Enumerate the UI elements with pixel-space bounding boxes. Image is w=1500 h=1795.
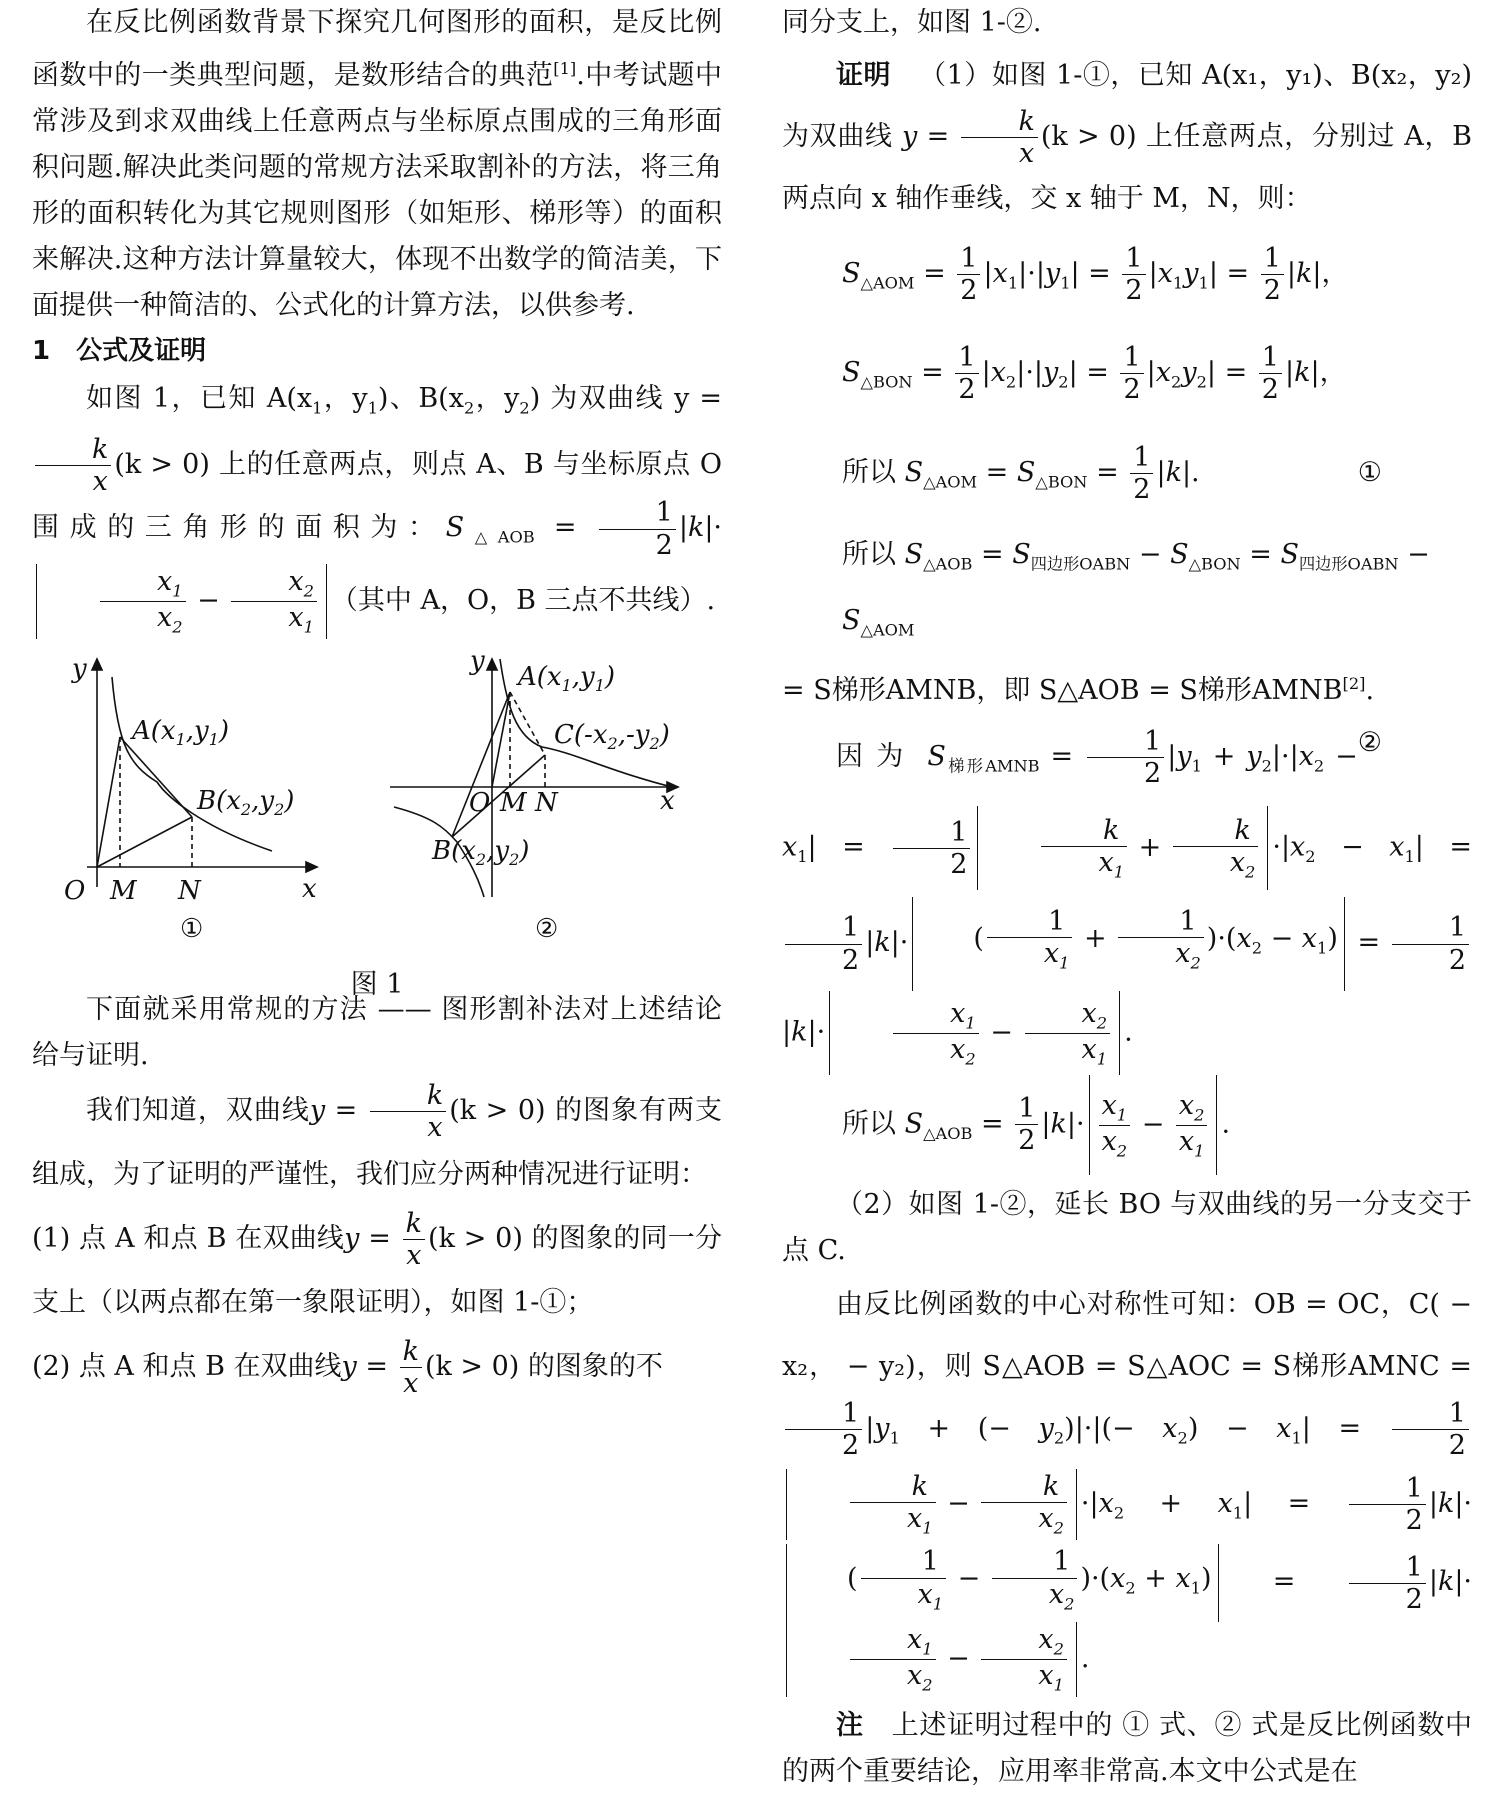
label-B: $B(x_2,y_2)$	[197, 785, 295, 819]
right-column	[782, 0, 1472, 1795]
label-B-2: $B(x_2,y_2)$	[432, 835, 530, 869]
segment-OA-2	[492, 692, 510, 787]
label-M-2: M	[500, 787, 527, 818]
two-branches-text: 我们知道，双曲线	[86, 1094, 310, 1126]
figure-1-svg	[32, 647, 722, 947]
proof-text-2: (k > 0) 上任意两点，分别过 A，B 两点向 x 轴作垂线，交 x 轴于 M，N，则：	[782, 121, 1473, 215]
figure-1-left-labels	[64, 654, 317, 944]
theorem-text: 如图 1，已知 A(x	[86, 383, 313, 414]
fraction-k-over-x: $\frac{k}{x}$	[35, 434, 111, 497]
segment-BC	[452, 755, 545, 837]
so-word-3: 所以	[842, 1108, 896, 1140]
y-arrow-2	[487, 659, 497, 670]
x-arrow	[306, 862, 317, 872]
case-1-text-2: (k > 0) 的图象的同一分支上（以两点都在第一象限证明），如图 1-①；	[32, 1223, 722, 1319]
conclusion-case-1: 所以 $S_{\triangle AOB}$ = $\frac{1}{2}$ |k|· $\frac{x_1}{x_2}$ − $\frac{x_2}{x_1}$ .	[782, 1075, 1472, 1182]
label-M: M	[110, 875, 137, 906]
fraction-half: $\frac{1}{2}$	[599, 497, 676, 560]
label-O: O	[64, 875, 86, 906]
subfigure-caption-2: ②	[535, 913, 559, 944]
case-2-text-2: (k > 0) 的图象的不	[424, 1351, 663, 1383]
equation-AOM: $S_{\triangle AOM}$ = $\frac{1}{2}$ $|x_1|\cdot|y_1|$ = $\frac{1}{2}$ $|x_1y_1|$ = $\frac{1}{2}$ |k|，	[842, 243, 1349, 307]
theorem-text-2: ) 为双曲线 y =	[529, 383, 722, 414]
segment-OB	[97, 817, 192, 867]
symmetry-paragraph: 由反比例函数的中心对称性可知：OB = OC，C( − x₂， − y₂)，则 S△AOB = S△AOC = S梯形AMNC = $\frac{1}{2}$ $|y_1$ + (− $y_2)|\cdot|(- x_2) - x_1|$ = $\frac{1}{2}$ $\frac{k}{x_1}$ − $\frac{k}{x_2}$ $\cdot|x_2 + x_1|$ = $\frac{1}{2}$ |k|·( $\frac{1}{x_1}$ − $\frac{1}{x_2}$ )$\cdot(x_2 + x_1)$ = $\frac{1}{2}$ |k|· $\frac{x_1}{x_2}$ − $\frac{x_2}{x_1}$ .	[782, 1274, 1472, 1697]
proof-text: （1）如图 1-①，已知 A(x₁，y₁)、B(x₂，y₂) 为双曲线	[782, 60, 1472, 153]
hyperbola-curve	[112, 677, 272, 851]
case-2-proof-text: （2）如图 1-②，延长 BO 与双曲线的另一分支交于点 C.	[782, 1188, 1472, 1266]
label-A-2: $A(x_1,y_1)$	[518, 661, 616, 695]
note-label: 注	[836, 1709, 864, 1741]
proof-paragraph: 证明 （1）如图 1-①，已知 A(x₁，y₁)、B(x₂，y₂) 为双曲线 y = $\frac{k}{x}$ (k > 0) 上任意两点，分别过 A，B 两点向 x 轴作垂线，交 x 轴于 M，N，则：	[782, 60, 1473, 215]
label-x: x	[302, 873, 317, 904]
two-branches-paragraph: 我们知道，双曲线y = $\frac{k}{x}$ (k > 0) 的图象有两支组成，为了证明的严谨性，我们应分两种情况进行证明：	[32, 1079, 722, 1190]
section-heading	[32, 329, 722, 373]
because-word: 因 为	[836, 741, 906, 773]
trapezoid-derivation: 因 为 $S_{梯形AMNB}$ = $\frac{1}{2}$ $|y_1 + y_2|\cdot|x_2 - x_1|$ = $\frac{1}{2}$ $\frac{k}{x_1}$ + $\frac{k}{x_2}$ $\cdot|x_2 - x_1|$ = $\frac{1}{2}$ |k|· ( $\frac{1}{x_1}$ + $\frac{1}{x_2}$ )$\cdot(x_2 - x_1)$ = $\frac{1}{2}$ |k|· $\frac{x_1}{x_2}$ − $\frac{x_2}{x_1}$ .	[782, 717, 1472, 1075]
figure-1-right-labels	[431, 647, 675, 944]
figure-1-left	[87, 659, 317, 887]
left-column	[32, 0, 722, 1399]
intro-paragraph	[32, 0, 722, 329]
reference-mark-2: [2]	[1342, 674, 1366, 694]
equation-marker-2: ②	[1357, 727, 1382, 759]
note-paragraph	[782, 1703, 1472, 1795]
intro-text-tail: .中考试题中常涉及到求双曲线上任意两点与坐标原点围成的三角形面积问题.解决此类问题的常规方法采取割补的方法，将三角形的面积转化为其它规则图形（如矩形、梯形等）的面积来解决.这种方法计算量较大，体现不出数学的简洁美，下面提供一种简洁的、公式化的计算方法，以供参考.	[32, 60, 722, 321]
note-text: 上述证明过程中的 ① 式、② 式是反比例函数中的两个重要结论，应用率非常高.本文中公式是在	[782, 1709, 1473, 1787]
equation-1: 所以 $S_{\triangle AOM} = S_{\triangle BON}$ = $\frac{1}{2}$ |k|. ①	[782, 428, 1472, 527]
intro-text: 在反比例函数背景下探究几何图形的面积，是反比例函数中的一类典型问题，是数形结合的典范	[32, 7, 722, 91]
so-word: 所以	[842, 456, 896, 488]
case-1-paragraph: (1) 点 A 和点 B 在双曲线y = $\frac{k}{x}$ (k > 0) 的图象的同一分支上（以两点都在第一象限证明），如图 1-①；	[32, 1207, 722, 1319]
label-N: N	[178, 875, 201, 906]
abs-difference: $\frac{x_1}{x_2}$ − $\frac{x_2}{x_1}$	[36, 564, 327, 639]
case-2-paragraph: (2) 点 A 和点 B 在双曲线y = $\frac{k}{x}$ (k > 0) 的图象的不	[32, 1336, 663, 1400]
subfigure-caption-1: ①	[180, 913, 204, 944]
proof-label: 证明	[836, 60, 892, 91]
theorem-text-3: (k > 0) 上的任意两点，则点 A、B 与坐标原点 O 围成的三角形的面积为：	[32, 449, 722, 544]
two-branches-text-2: (k > 0) 的图象有两支组成，为了证明的严谨性，我们应分两种情况进行证明：	[32, 1094, 722, 1190]
label-O-2: O	[469, 787, 491, 818]
y-arrow	[92, 659, 102, 670]
equation-2: = S梯形AMNB，即 S△AOB = S梯形AMNB[2]. ②	[782, 658, 1472, 717]
segment-OA	[97, 737, 120, 867]
equation-marker-1: ①	[1357, 456, 1382, 488]
figure-caption: 图 1	[350, 968, 404, 1000]
theorem-paragraph: 如图 1，已知 $A(x_1$，$y_1$)、$B(x_2$，$y_2$) 为双曲线 y = $\frac{k}{x}$ (k > 0) 上的任意两点，则点 A、B 与坐标原点 O 围成的三角形的面积为：$S_{\triangle AOB}$ = $\frac{1}{2}$ |k|· $\frac{x_1}{x_2}$ − $\frac{x_2}{x_1}$ （其中 A，O，B 三点不共线）.	[32, 373, 722, 639]
label-N-2: N	[535, 787, 558, 818]
figure-1	[32, 646, 722, 1000]
label-y: y	[72, 653, 87, 684]
equation-BON: $S_{\triangle BON}$ = $\frac{1}{2}$ $|x_2|\cdot|y_2|$ = $\frac{1}{2}$ $|x_2y_2|$ = $\frac{1}{2}$ |k|，	[842, 342, 1347, 406]
continuation-text: 同分支上，如图 1-②.	[782, 7, 1042, 38]
label-A: $A(x_1,y_1)$	[132, 715, 230, 749]
label-x-2: x	[660, 785, 675, 816]
case-1-text: (1) 点 A 和点 B 在双曲线	[32, 1223, 345, 1254]
symmetry-text: 由反比例函数的中心对称性可知：OB = OC，C( − x₂， − y₂)，则 S△AOB = S△AOC = S梯形AMNC =	[782, 1288, 1472, 1382]
section-number: 1	[32, 336, 51, 366]
case-2-text: (2) 点 A 和点 B 在双曲线	[32, 1351, 342, 1383]
equation-2-text: = S梯形AMNB，即 S△AOB = S梯形AMNB	[782, 675, 1343, 707]
reference-mark: [1]	[553, 59, 577, 78]
method-paragraph: 下面就采用常规的方法 —— 图形割补法对上述结论给与证明.	[32, 993, 722, 1071]
theorem-text-4: （其中 A，O，B 三点不共线）.	[330, 584, 716, 616]
equation-quad: 所以 $S_{\triangle AOB} = S_{四边形OABN} - S_{\triangle BON} = S_{四边形OABN} - S_{\triangle AOM}$	[842, 539, 1430, 640]
label-C: $C(-x_2,-y_2)$	[554, 719, 670, 753]
so-word-2: 所以	[842, 539, 896, 571]
label-y-2: y	[470, 646, 485, 676]
section-title: 公式及证明	[76, 336, 207, 366]
segment-AB	[120, 737, 192, 817]
